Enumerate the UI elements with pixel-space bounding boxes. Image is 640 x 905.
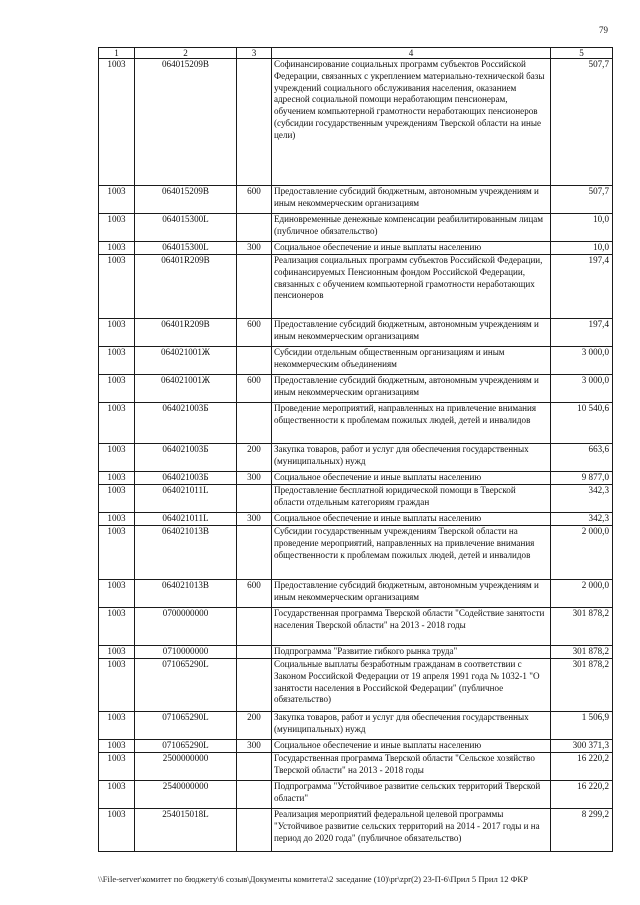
- table-row: [99, 375, 613, 403]
- expense-type-cell: [237, 526, 272, 580]
- target-code-cell: 064021001Ж: [135, 347, 237, 375]
- amount-cell: 301 878,2: [551, 608, 613, 646]
- target-code-cell: 064021011L: [135, 485, 237, 513]
- target-code-cell: 064021011L: [135, 513, 237, 526]
- item-name-cell: Субсидии отдельным общественным организациям и иным некоммерческим объединениям: [272, 347, 551, 375]
- section-cell: 1003: [99, 485, 135, 513]
- table-row: [99, 347, 613, 375]
- amount-cell: 301 878,2: [551, 659, 613, 712]
- header-column-5: 5: [551, 48, 613, 59]
- amount-cell: 16 220,2: [551, 753, 613, 781]
- table-row: [99, 580, 613, 608]
- expense-type-cell: 600: [237, 580, 272, 608]
- amount-cell: 197,4: [551, 319, 613, 347]
- expense-type-cell: 300: [237, 472, 272, 485]
- amount-cell: 2 000,0: [551, 526, 613, 580]
- table-row: [99, 608, 613, 646]
- target-code-cell: 2540000000: [135, 781, 237, 809]
- table-row: [99, 214, 613, 242]
- table-row: [99, 781, 613, 809]
- table-row: [99, 59, 613, 186]
- table-row: [99, 513, 613, 526]
- section-cell: 1003: [99, 472, 135, 485]
- target-code-cell: 071065290L: [135, 712, 237, 740]
- amount-cell: 8 299,2: [551, 809, 613, 852]
- expense-type-cell: [237, 809, 272, 852]
- table-row: [99, 740, 613, 753]
- expense-type-cell: 600: [237, 186, 272, 214]
- target-code-cell: 06401R209В: [135, 319, 237, 347]
- amount-cell: 16 220,2: [551, 781, 613, 809]
- section-cell: 1003: [99, 214, 135, 242]
- target-code-cell: 064021001Ж: [135, 375, 237, 403]
- section-cell: 1003: [99, 186, 135, 214]
- item-name-cell: Государственная программа Тверской области "Сельское хозяйство Тверской области" на 2013 - 2018 годы: [272, 753, 551, 781]
- item-name-cell: Закупка товаров, работ и услуг для обеспечения государственных (муниципальных) нужд: [272, 444, 551, 472]
- expense-type-cell: [237, 214, 272, 242]
- amount-cell: 507,7: [551, 186, 613, 214]
- file-path-footer: \\File-server\комитет по бюджету\6 созыв\Документы комитета\2 заседание (10)\pr\zpr(2) 23-П-6\Прил 5 Прил 12 ФКР: [98, 874, 528, 884]
- item-name-cell: Реализация мероприятий федеральной целевой программы "Устойчивое развитие сельских территорий на 2014 - 2017 годы и на период до 2020 года" (публичное обязательство): [272, 809, 551, 852]
- amount-cell: 2 000,0: [551, 580, 613, 608]
- table-row: [99, 472, 613, 485]
- expense-type-cell: 300: [237, 740, 272, 753]
- target-code-cell: 064015300L: [135, 242, 237, 255]
- target-code-cell: 064015300L: [135, 214, 237, 242]
- expense-type-cell: 600: [237, 319, 272, 347]
- section-cell: 1003: [99, 242, 135, 255]
- amount-cell: 3 000,0: [551, 347, 613, 375]
- amount-cell: 663,6: [551, 444, 613, 472]
- target-code-cell: 064021003Б: [135, 444, 237, 472]
- section-cell: 1003: [99, 646, 135, 659]
- budget-classification-table: [98, 47, 613, 852]
- item-name-cell: Подпрограмма "Развитие гибкого рынка труда": [272, 646, 551, 659]
- target-code-cell: 071065290L: [135, 740, 237, 753]
- header-column-3: 3: [237, 48, 272, 59]
- table-row: [99, 186, 613, 214]
- item-name-cell: Реализация социальных программ субъектов Российской Федерации, софинансируемых Пенсионным фондом Российской Федерации, связанных с обучением компьютерной грамотности неработающих пенсионеров: [272, 255, 551, 319]
- table-row: [99, 659, 613, 712]
- item-name-cell: Социальное обеспечение и иные выплаты населению: [272, 472, 551, 485]
- amount-cell: 507,7: [551, 59, 613, 186]
- target-code-cell: 0710000000: [135, 646, 237, 659]
- section-cell: 1003: [99, 347, 135, 375]
- target-code-cell: 064015209В: [135, 186, 237, 214]
- target-code-cell: 064021003Б: [135, 403, 237, 444]
- table-row: [99, 753, 613, 781]
- item-name-cell: Государственная программа Тверской области "Содействие занятости населения Тверской области" на 2013 - 2018 годы: [272, 608, 551, 646]
- expense-type-cell: 200: [237, 444, 272, 472]
- item-name-cell: Предоставление субсидий бюджетным, автономным учреждениям и иным некоммерческим организациям: [272, 580, 551, 608]
- amount-cell: 301 878,2: [551, 646, 613, 659]
- expense-type-cell: [237, 659, 272, 712]
- amount-cell: 10,0: [551, 214, 613, 242]
- item-name-cell: Социальное обеспечение и иные выплаты населению: [272, 242, 551, 255]
- expense-type-cell: 600: [237, 375, 272, 403]
- target-code-cell: 06401R209В: [135, 255, 237, 319]
- section-cell: 1003: [99, 444, 135, 472]
- amount-cell: 3 000,0: [551, 375, 613, 403]
- item-name-cell: Предоставление субсидий бюджетным, автономным учреждениям и иным некоммерческим организациям: [272, 375, 551, 403]
- item-name-cell: Софинансирование социальных программ субъектов Российской Федерации, связанных с укреплением материально-технической базы учреждений социального обслуживания населения, оказанием адресной социальной помощи неработающим пенсионерам, обучением компьютерной грамотности неработающих пенсионеров (субсидии государственным учреждениям Тверской области на иные цели): [272, 59, 551, 186]
- table-row: [99, 646, 613, 659]
- expense-type-cell: [237, 646, 272, 659]
- amount-cell: 342,3: [551, 513, 613, 526]
- section-cell: 1003: [99, 753, 135, 781]
- section-cell: 1003: [99, 59, 135, 186]
- page-number: 79: [599, 25, 608, 35]
- expense-type-cell: [237, 753, 272, 781]
- table-row: [99, 242, 613, 255]
- section-cell: 1003: [99, 580, 135, 608]
- section-cell: 1003: [99, 526, 135, 580]
- target-code-cell: 2500000000: [135, 753, 237, 781]
- amount-cell: 9 877,0: [551, 472, 613, 485]
- amount-cell: 342,3: [551, 485, 613, 513]
- section-cell: 1003: [99, 255, 135, 319]
- header-column-2: 2: [135, 48, 237, 59]
- header-column-1: 1: [99, 48, 135, 59]
- target-code-cell: 064021013В: [135, 580, 237, 608]
- expense-type-cell: 200: [237, 712, 272, 740]
- expense-type-cell: [237, 255, 272, 319]
- table-row: [99, 403, 613, 444]
- item-name-cell: Предоставление бесплатной юридической помощи в Тверской области отдельным категориям граждан: [272, 485, 551, 513]
- target-code-cell: 064021003Б: [135, 472, 237, 485]
- table-row: [99, 255, 613, 319]
- item-name-cell: Подпрограмма "Устойчивое развитие сельских территорий Тверской области": [272, 781, 551, 809]
- table-row: [99, 809, 613, 852]
- table-row: [99, 712, 613, 740]
- item-name-cell: Социальное обеспечение и иные выплаты населению: [272, 513, 551, 526]
- target-code-cell: 064015209В: [135, 59, 237, 186]
- expense-type-cell: [237, 347, 272, 375]
- target-code-cell: 071065290L: [135, 659, 237, 712]
- item-name-cell: Социальное обеспечение и иные выплаты населению: [272, 740, 551, 753]
- target-code-cell: 064021013В: [135, 526, 237, 580]
- section-cell: 1003: [99, 403, 135, 444]
- section-cell: 1003: [99, 712, 135, 740]
- expense-type-cell: [237, 59, 272, 186]
- amount-cell: 1 506,9: [551, 712, 613, 740]
- table-row: [99, 319, 613, 347]
- target-code-cell: 0700000000: [135, 608, 237, 646]
- section-cell: 1003: [99, 513, 135, 526]
- expense-type-cell: [237, 403, 272, 444]
- section-cell: 1003: [99, 375, 135, 403]
- table-header-row: [99, 48, 613, 59]
- item-name-cell: Предоставление субсидий бюджетным, автономным учреждениям и иным некоммерческим организациям: [272, 186, 551, 214]
- expense-type-cell: 300: [237, 513, 272, 526]
- table-row: [99, 485, 613, 513]
- item-name-cell: Предоставление субсидий бюджетным, автономным учреждениям и иным некоммерческим организациям: [272, 319, 551, 347]
- item-name-cell: Единовременные денежные компенсации реабилитированным лицам (публичное обязательство): [272, 214, 551, 242]
- amount-cell: 197,4: [551, 255, 613, 319]
- section-cell: 1003: [99, 319, 135, 347]
- expense-type-cell: 300: [237, 242, 272, 255]
- table-row: [99, 526, 613, 580]
- amount-cell: 10,0: [551, 242, 613, 255]
- item-name-cell: Закупка товаров, работ и услуг для обеспечения государственных (муниципальных) нужд: [272, 712, 551, 740]
- table-row: [99, 444, 613, 472]
- section-cell: 1003: [99, 781, 135, 809]
- section-cell: 1003: [99, 740, 135, 753]
- expense-type-cell: [237, 781, 272, 809]
- item-name-cell: Проведение мероприятий, направленных на привлечение внимания общественности к проблемам пожилых людей, детей и инвалидов: [272, 403, 551, 444]
- expense-type-cell: [237, 608, 272, 646]
- expense-type-cell: [237, 485, 272, 513]
- item-name-cell: Социальные выплаты безработным гражданам в соответствии с Законом Российской Федерации от 19 апреля 1991 года № 1032-1 "О занятости населения в Российской Федерации" (публичное обязательство): [272, 659, 551, 712]
- section-cell: 1003: [99, 659, 135, 712]
- item-name-cell: Субсидии государственным учреждениям Тверской области на проведение мероприятий, направленных на привлечение внимания общественности к проблемам пожилых людей, детей и инвалидов: [272, 526, 551, 580]
- section-cell: 1003: [99, 809, 135, 852]
- header-column-4: 4: [272, 48, 551, 59]
- amount-cell: 300 371,3: [551, 740, 613, 753]
- target-code-cell: 254015018L: [135, 809, 237, 852]
- amount-cell: 10 540,6: [551, 403, 613, 444]
- section-cell: 1003: [99, 608, 135, 646]
